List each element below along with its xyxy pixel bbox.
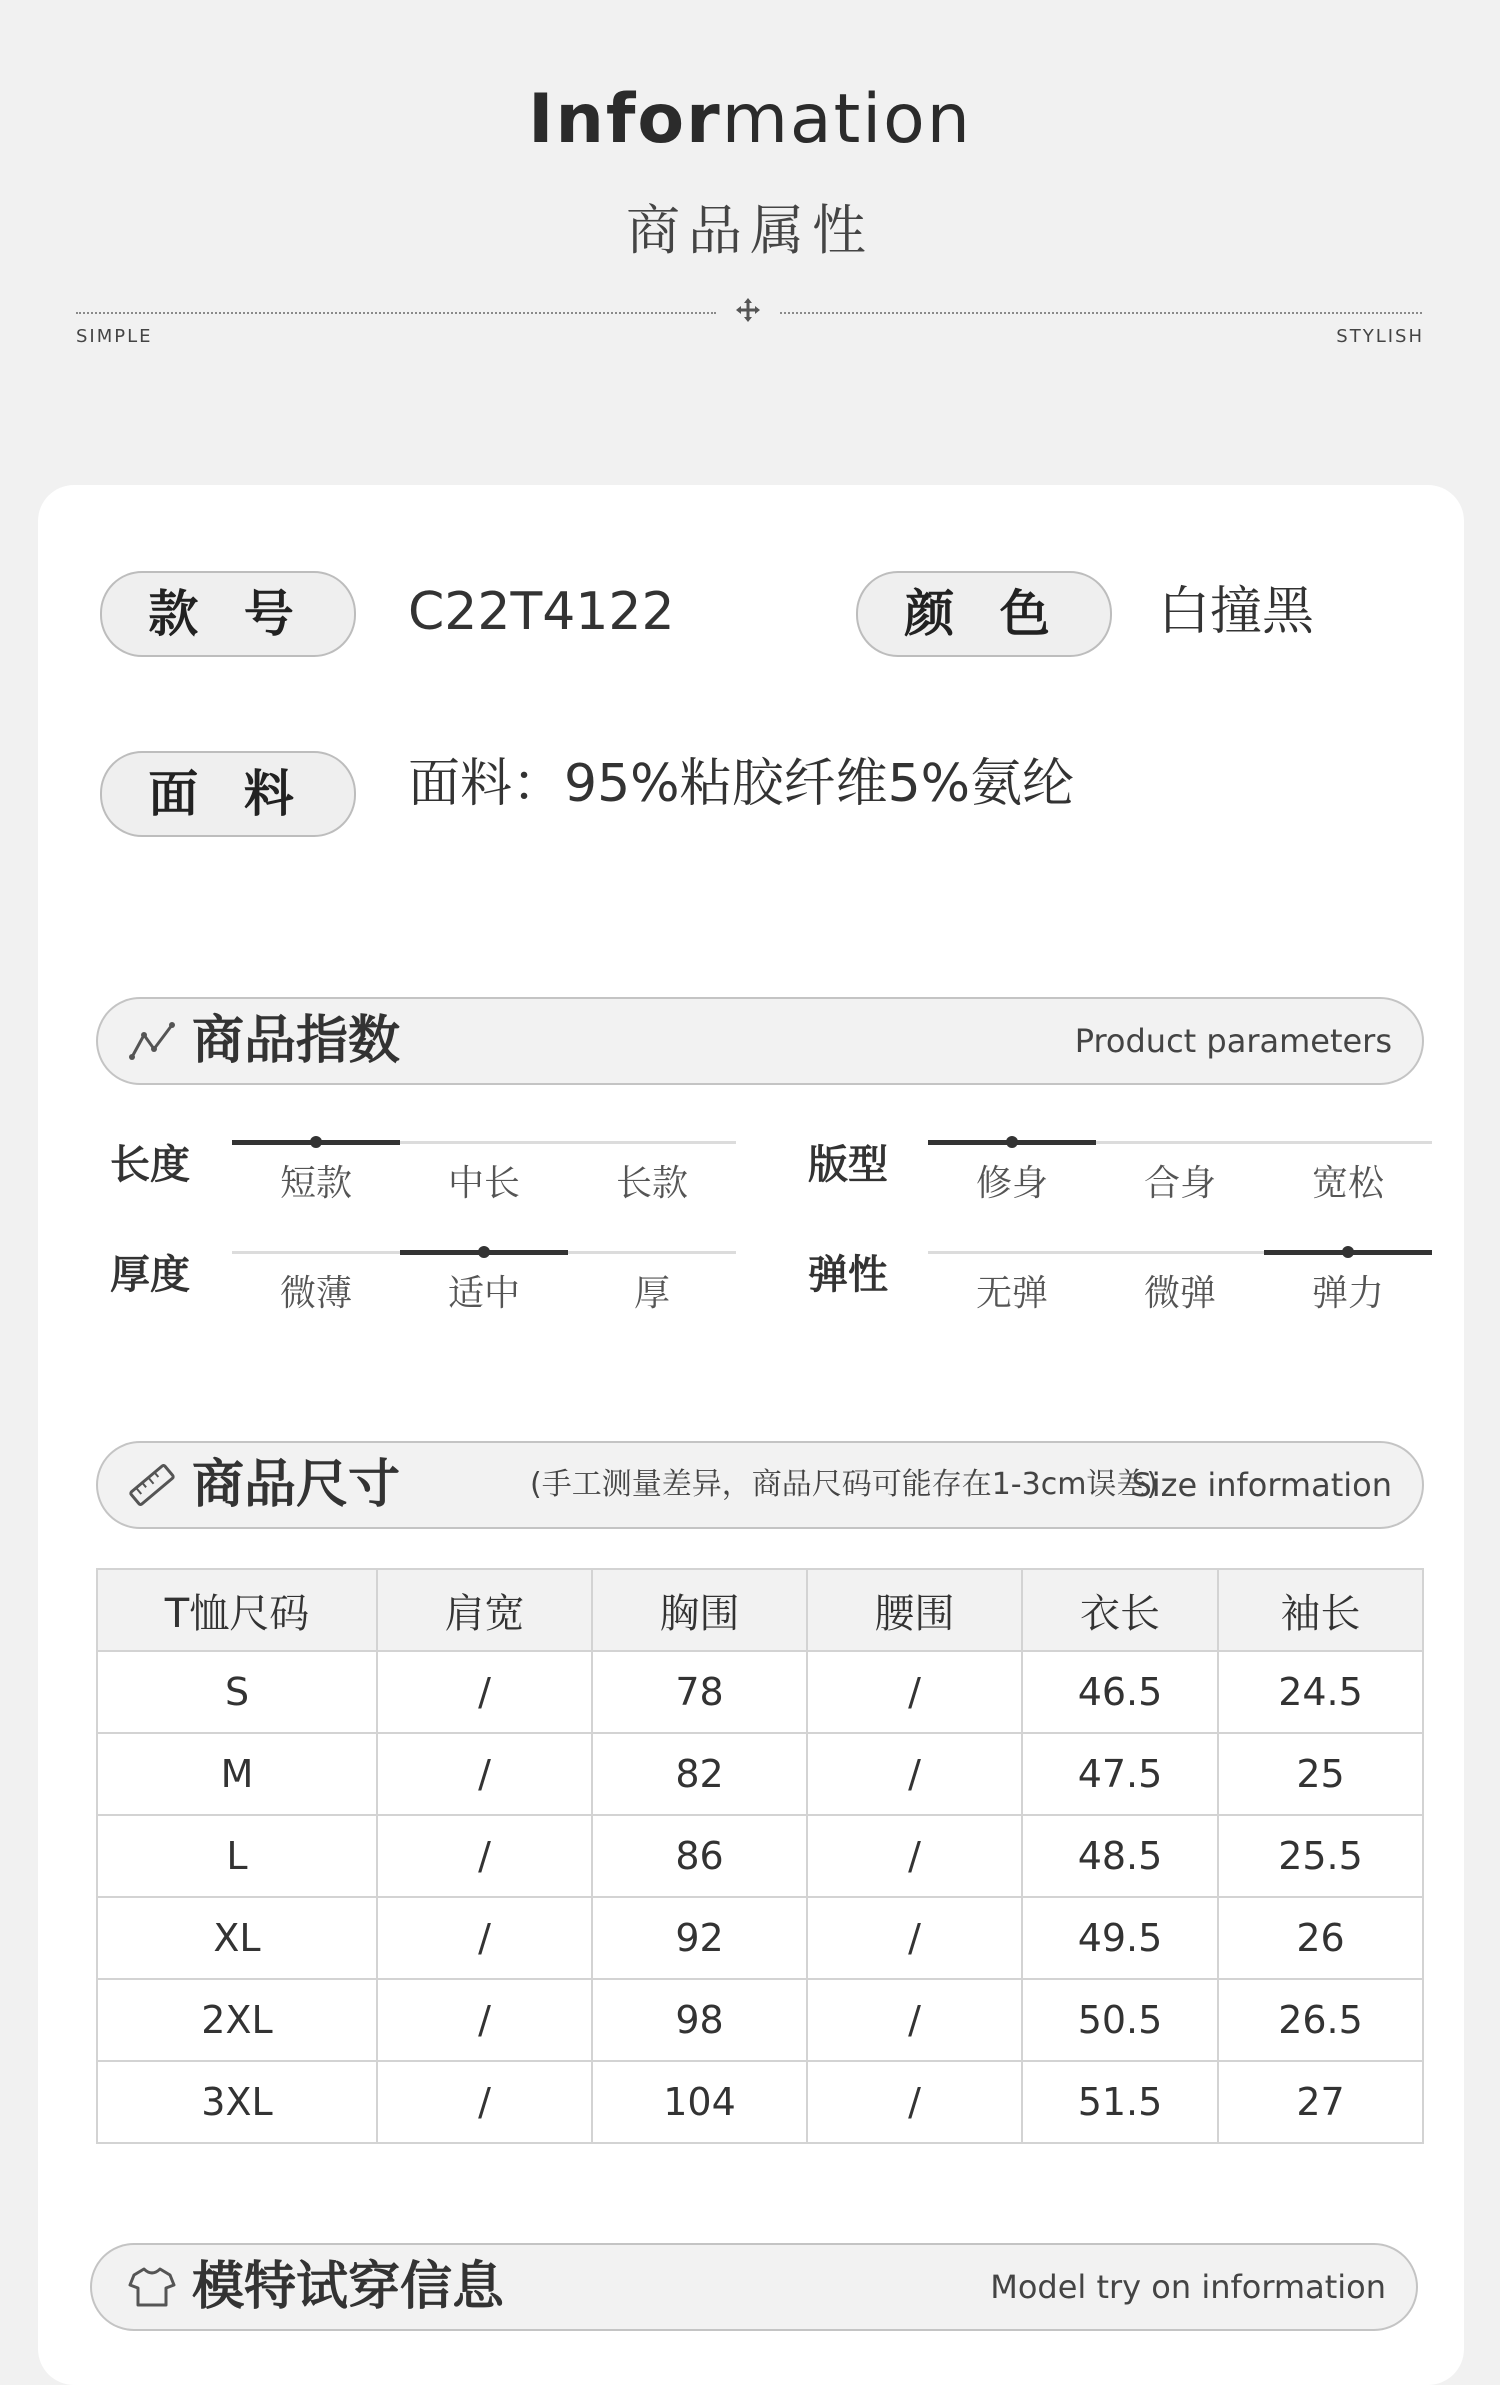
size-cell: / [377,1815,592,1897]
simple-label: SIMPLE [76,326,153,347]
size-cell: 50.5 [1022,1979,1218,2061]
index-label: 版型 [808,1142,888,1188]
size-header-cell: 胸围 [592,1569,807,1651]
size-header-cell: 肩宽 [377,1569,592,1651]
index-option: 修身 [975,1163,1048,1204]
move-cross-icon [734,296,762,324]
size-cell: 47.5 [1022,1733,1218,1815]
ruler-icon [128,1463,176,1507]
size-cell: / [807,1815,1022,1897]
table-row [97,1651,1423,1733]
color-value: 白撞黑 [1158,582,1315,642]
header-subtitle: 商品属性 [626,199,874,262]
size-cell: 24.5 [1218,1651,1423,1733]
index-option: 厚 [633,1273,670,1314]
tshirt-icon [128,2265,176,2309]
table-row [97,1733,1423,1815]
index-option: 微薄 [279,1273,352,1314]
index-option: 长款 [615,1163,688,1204]
index-track [928,1141,1432,1144]
model-en-title: Model try on information [990,2268,1386,2306]
size-cell: / [377,1979,592,2061]
index-option: 合身 [1143,1163,1216,1204]
header-title-bold: Infor [528,80,722,159]
size-cell: 2XL [97,1979,377,2061]
size-header-cell: 袖长 [1218,1569,1423,1651]
index-option: 微弹 [1143,1273,1216,1314]
table-row [97,1815,1423,1897]
model-info-bar [90,2243,1418,2331]
size-info-bar [96,1441,1424,1529]
index-marker-dot [478,1246,490,1258]
size-note: (手工测量差异，商品尺码可能存在1-3cm误差) [530,1467,1159,1502]
fabric-label: 面 料 [100,751,356,837]
style-no-label: 款 号 [100,571,356,657]
size-header-cell: 腰围 [807,1569,1022,1651]
size-cell: 86 [592,1815,807,1897]
size-cell: / [377,1651,592,1733]
index-label: 长度 [110,1142,190,1188]
size-cell: 27 [1218,2061,1423,2143]
size-cell: 98 [592,1979,807,2061]
size-cell: / [807,2061,1022,2143]
size-title: 商品尺寸 [192,1455,401,1515]
size-cell: / [807,1979,1022,2061]
index-marker-dot [310,1136,322,1148]
model-title: 模特试穿信息 [192,2257,505,2317]
size-table [96,1568,1424,2144]
size-header-cell: T恤尺码 [97,1569,377,1651]
size-cell: 48.5 [1022,1815,1218,1897]
size-cell: / [807,1897,1022,1979]
size-cell: 46.5 [1022,1651,1218,1733]
index-label: 厚度 [110,1252,190,1298]
index-label: 弹性 [808,1252,888,1298]
stylish-label: STYLISH [1336,326,1424,347]
index-option: 弹力 [1311,1273,1384,1314]
size-cell: XL [97,1897,377,1979]
product-params-bar [96,997,1424,1085]
size-cell: / [377,2061,592,2143]
index-track [928,1251,1432,1254]
size-cell: 26.5 [1218,1979,1423,2061]
size-cell: 25 [1218,1733,1423,1815]
size-cell: 104 [592,2061,807,2143]
color-label: 颜 色 [856,571,1112,657]
size-cell: / [377,1733,592,1815]
size-cell: 25.5 [1218,1815,1423,1897]
index-option: 宽松 [1311,1163,1384,1204]
params-title: 商品指数 [192,1011,401,1071]
style-no-value: C22T4122 [408,582,675,642]
table-row [97,1979,1423,2061]
fabric-value: 面料：95%粘胶纤维5%氨纶 [408,754,1075,814]
header-title [0,80,1500,159]
size-en-title: Size information [1131,1466,1392,1504]
size-cell: 49.5 [1022,1897,1218,1979]
index-marker-dot [1342,1246,1354,1258]
divider-right [780,312,1422,314]
index-option: 无弹 [975,1273,1048,1314]
index-track [232,1141,736,1144]
header-title-rest: mation [721,80,972,159]
table-row [97,2061,1423,2143]
size-cell: / [807,1733,1022,1815]
size-table-header [97,1569,1423,1651]
size-cell: 3XL [97,2061,377,2143]
size-cell: M [97,1733,377,1815]
divider-left [76,312,716,314]
trend-line-icon [128,1019,176,1063]
size-header-cell: 衣长 [1022,1569,1218,1651]
size-cell: / [807,1651,1022,1733]
size-cell: L [97,1815,377,1897]
index-track [232,1251,736,1254]
size-cell: 78 [592,1651,807,1733]
size-cell: 82 [592,1733,807,1815]
table-row [97,1897,1423,1979]
index-option: 适中 [447,1273,520,1314]
size-cell: S [97,1651,377,1733]
index-option: 短款 [279,1163,352,1204]
size-cell: 51.5 [1022,2061,1218,2143]
params-en-title: Product parameters [1074,1022,1392,1060]
index-marker-dot [1006,1136,1018,1148]
index-option: 中长 [447,1163,520,1204]
size-cell: 92 [592,1897,807,1979]
size-cell: 26 [1218,1897,1423,1979]
size-cell: / [377,1897,592,1979]
